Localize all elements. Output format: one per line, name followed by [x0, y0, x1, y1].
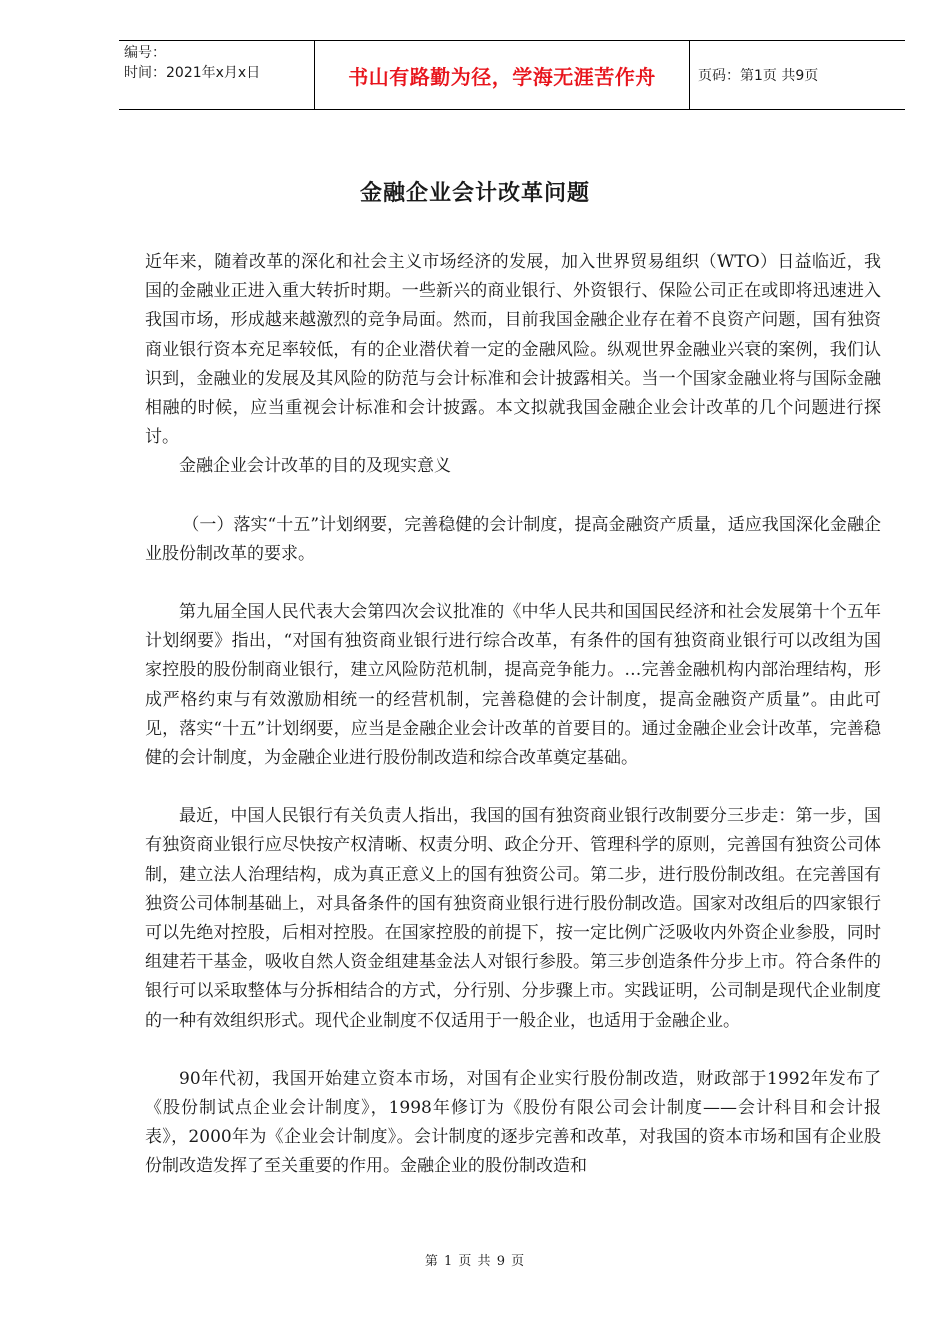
- header-page-info: 页码：第1页 共9页: [698, 68, 819, 84]
- document-title: 金融企业会计改革问题: [359, 180, 590, 206]
- paragraph-body: 最近，中国人民银行有关负责人指出，我国的国有独资商业银行改制要分三步走：第一步，国有独资商业银行应尽快按产权清晰、权责分明、政企分开、管理科学的原则，完善国有独资公司体制，建立法人治理结构，成为真正意义上的国有独资公司。第二步，进行股份制改组。在完善国有独资公司体制基础上，对具备条件的国有独资商业银行进行股份制改造。国家对改组后的四家银行可以先绝对控股，后相对控股。在国家控股的前提下，按一定比例广泛吸收内外资企业参股，同时组建若干基金，吸收自然人资金组建基金法人对银行参股。第三步创造条件分步上市。符合条件的银行可以采取整体与分拆相结合的方式，分行别、分步骤上市。实践证明，公司制是现代企业制度的一种有效组织形式。现代企业制度不仅适用于一般企业，也适用于金融企业。: [145, 806, 881, 1031]
- header-motto: 书山有路勤为径，学海无涯苦作舟: [315, 41, 690, 109]
- time-label: 时间：2021年x月x日: [124, 65, 261, 81]
- page-header: [119, 40, 905, 110]
- paragraph-subheading: （一）落实“十五”计划纲要，完善稳健的会计制度，提高金融资产质量，适应我国深化金融企业股份制改革的要求。: [145, 514, 881, 564]
- paragraph-body: 第九届全国人民代表大会第四次会议批准的《中华人民共和国国民经济和社会发展第十个五年计划纲要》指出，“对国有独资商业银行进行综合改革，有条件的国有独资商业银行可以改组为国家控股的股份制商业银行，建立风险防范机制，提高竞争能力。…完善金融机构内部治理结构，形成严格约束与有效激励相统一的经营机制，完善稳健的会计制度，提高金融资产质量”。由此可见，落实“十五”计划纲要，应当是金融企业会计改革的首要目的。通过金融企业会计改革，完善稳健的会计制度，为金融企业进行股份制改造和综合改革奠定基础。: [145, 602, 881, 769]
- header-meta: [119, 41, 315, 109]
- paragraph-intro: 近年来，随着改革的深化和社会主义市场经济的发展，加入世界贸易组织（WTO）日益临近，我国的金融业正进入重大转折时期。一些新兴的商业银行、外资银行、保险公司正在或即将迅速进入我国市场，形成越来越激烈的竞争局面。然而，目前我国金融企业存在着不良资产问题，国有独资商业银行资本充足率较低，有的企业潜伏着一定的金融风险。纵观世界金融业兴衰的案例，我们认识到，金融业的发展及其风险的防范与会计标准和会计披露相关。当一个国家金融业将与国际金融相融的时候，应当重视会计标准和会计披露。本文拟就我国金融企业会计改革的几个问题进行探讨。: [145, 252, 881, 448]
- page-footer: 第 1 页 共 9 页: [424, 1254, 526, 1269]
- number-label: 编号：: [124, 45, 166, 61]
- paragraph-body: 90年代初，我国开始建立资本市场，对国有企业实行股份制改造，财政部于1992年发布了《股份制试点企业会计制度》，1998年修订为《股份有限公司会计制度——会计科目和会计报表》，2000年为《企业会计制度》。会计制度的逐步完善和改革，对我国的资本市场和国有企业股份制改造发挥了至关重要的作用。金融企业的股份制改造和: [145, 1068, 881, 1177]
- section-heading: 金融企业会计改革的目的及现实意义: [179, 456, 451, 477]
- document-body: [145, 248, 881, 1182]
